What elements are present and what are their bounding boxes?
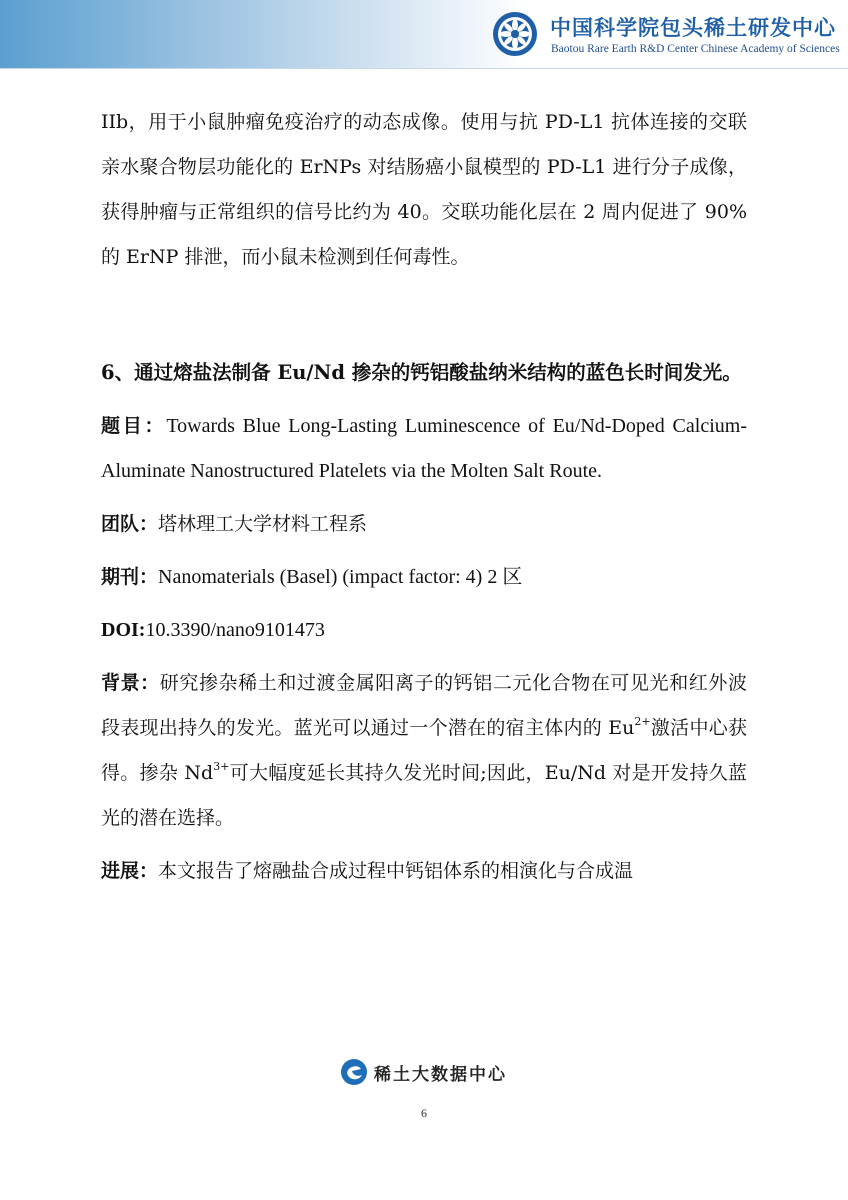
team-label: 团队： [101, 513, 159, 535]
background-field [101, 661, 747, 841]
footer-brand [340, 1058, 520, 1086]
progress-field [101, 849, 747, 894]
background-text-3: 可大幅度延长其持久发光时间;因此，Eu/Nd 对是开发持久蓝光的潜在选择。 [101, 762, 747, 829]
background-label: 背景： [101, 672, 160, 694]
team-value: 塔林理工大学材料工程系 [158, 513, 368, 535]
nd-superscript: 3+ [213, 760, 230, 773]
cas-emblem-icon [492, 11, 538, 57]
footer-brand-text: 稀土大数据中心 [374, 1065, 507, 1085]
title-field [101, 404, 747, 494]
intro-paragraph: IIb，用于小鼠肿瘤免疫治疗的动态成像。使用与抗 PD-L1 抗体连接的交联亲水聚合物层功能化的 ErNPs 对结肠癌小鼠模型的 PD-L1 进行分子成像，获得肿瘤与正常组织的信号比约为 40。交联功能化层在 2 周内促进了 90%的 ErNP 排泄，而小鼠未检测到任何毒性。 [101, 111, 747, 268]
background-text-2: 激活中心获得。掺杂 Nd [101, 717, 747, 784]
journal-value: Nanomaterials (Basel) (impact factor: 4) 2 区 [158, 566, 523, 588]
progress-value: 本文报告了熔融盐合成过程中钙铝体系的相演化与合成温 [158, 860, 634, 882]
doi-label: DOI: [101, 619, 146, 641]
document-body [101, 100, 747, 894]
header-title-cn: 中国科学院包头稀土研发中心 [550, 15, 836, 40]
progress-label: 进展： [101, 860, 159, 882]
rare-earth-data-logo-icon [340, 1058, 368, 1086]
title-label: 题目： [101, 415, 167, 437]
doi-value: 10.3390/nano9101473 [145, 619, 325, 641]
page-number: 6 [421, 1106, 427, 1120]
journal-label: 期刊： [101, 566, 159, 588]
background-text-1: 研究掺杂稀土和过渡金属阳离子的钙铝二元化合物在可见光和红外波段表现出持久的发光。蓝光可以通过一个潜在的宿主体内的 Eu [101, 672, 747, 739]
section-6-heading: 6、通过熔盐法制备 Eu/Nd 掺杂的钙铝酸盐纳米结构的蓝色长时间发光。 [101, 361, 742, 384]
header-title-en: Baotou Rare Earth R&D Center Chinese Academy of Sciences [551, 43, 840, 55]
journal-field [101, 555, 747, 600]
title-value: Towards Blue Long-Lasting Luminescence of Eu/Nd-Doped Calcium-Aluminate Nanostructured Platelets via the Molten Salt Route. [101, 415, 747, 482]
eu-superscript: 2+ [634, 715, 651, 728]
team-field [101, 502, 747, 547]
page-header [0, 0, 848, 69]
doi-field [101, 608, 747, 653]
